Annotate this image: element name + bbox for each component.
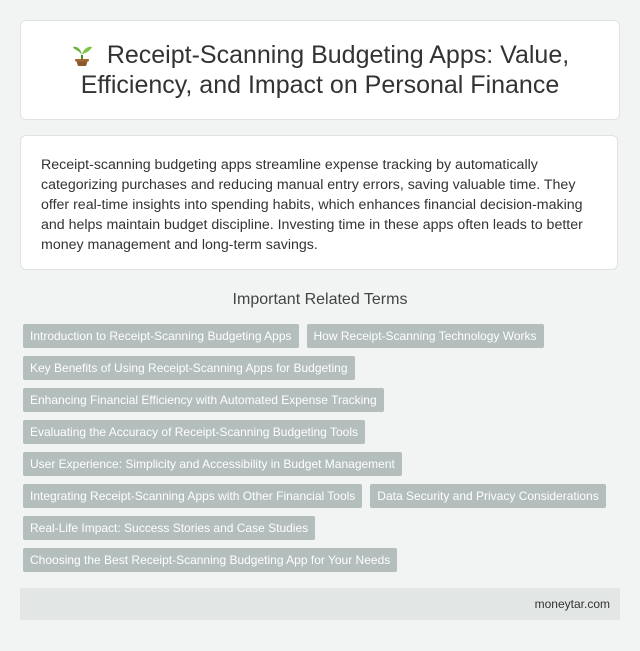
summary-text: Receipt-scanning budgeting apps streamline expense tracking by automatically categorizing purchases and reducing manual entry errors, saving valuable time. They offer real-time insights into spending habits, which enhances financial decision-making and helps maintain budget discipline. Investing time in these apps often leads to better money management and long-term savings. xyxy=(41,157,583,253)
title-card xyxy=(20,20,620,120)
page-title-text: Receipt-Scanning Budgeting Apps: Value, Efficiency, and Impact on Personal Finance xyxy=(80,41,570,99)
related-term-tag[interactable]: Data Security and Privacy Considerations xyxy=(370,484,605,508)
related-terms-list xyxy=(23,324,623,572)
related-term-tag[interactable]: Evaluating the Accuracy of Receipt-Scanning Budgeting Tools xyxy=(23,420,365,444)
related-term-tag[interactable]: Integrating Receipt-Scanning Apps with Other Financial Tools xyxy=(23,484,362,508)
related-terms-heading: Important Related Terms xyxy=(232,291,408,308)
related-term-tag[interactable]: Real-Life Impact: Success Stories and Case Studies xyxy=(23,516,315,540)
related-term-tag[interactable]: Enhancing Financial Efficiency with Automated Expense Tracking xyxy=(23,388,384,412)
related-term-tag[interactable]: Key Benefits of Using Receipt-Scanning Apps for Budgeting xyxy=(23,356,355,380)
footer-bar xyxy=(20,588,620,620)
summary-card xyxy=(20,135,618,270)
footer-site-link[interactable]: moneytar.com xyxy=(534,597,610,611)
sprout-icon xyxy=(71,42,93,66)
page-title xyxy=(21,40,619,100)
related-term-tag[interactable]: How Receipt-Scanning Technology Works xyxy=(307,324,544,348)
related-term-tag[interactable]: Choosing the Best Receipt-Scanning Budgeting App for Your Needs xyxy=(23,548,397,572)
related-term-tag[interactable]: User Experience: Simplicity and Accessibility in Budget Management xyxy=(23,452,402,476)
related-term-tag[interactable]: Introduction to Receipt-Scanning Budgeting Apps xyxy=(23,324,299,348)
